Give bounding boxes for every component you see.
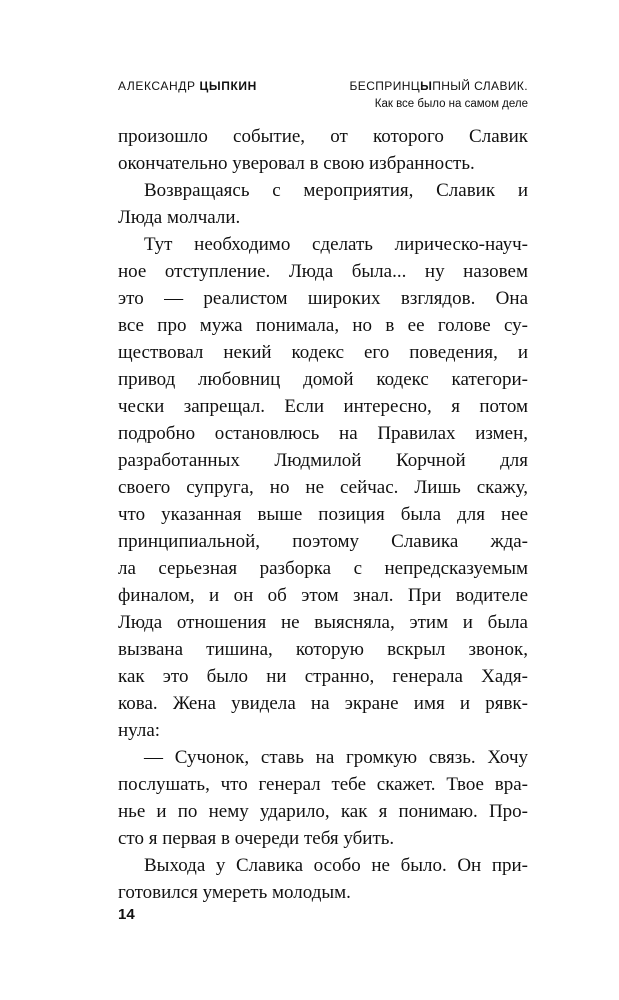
body-text xyxy=(118,123,528,906)
page-number: 14 xyxy=(118,906,135,923)
author-first-name: АЛЕКСАНДР xyxy=(118,79,200,93)
text-line: окончательно уверовал в свою избранность. xyxy=(118,153,475,174)
text-line: кова. Жена увидела на экране имя и рявк- xyxy=(118,693,528,714)
text-line: — Сучонок, ставь на громкую связь. Хочу xyxy=(144,747,528,768)
text-line: Возвращаясь с мероприятия, Славик и xyxy=(144,180,528,201)
book-title xyxy=(350,78,528,94)
text-line: это — реалистом широких взглядов. Она xyxy=(118,288,528,309)
text-line: нула: xyxy=(118,720,161,741)
text-line: привод любовниц домой кодекс категори- xyxy=(118,369,528,390)
text-line: Люда молчали. xyxy=(118,207,241,228)
text-line: своего супруга, но не сейчас. Лишь скажу, xyxy=(118,477,528,498)
book-title-part-3: ПНЫЙ СЛАВИК. xyxy=(432,79,528,93)
text-line: ное отступление. Люда была... ну назовем xyxy=(118,261,528,282)
author-last-name: ЦЫПКИН xyxy=(199,79,257,93)
text-line: как это было ни странно, генерала Хадя- xyxy=(118,666,528,687)
text-line: послушать, что генерал тебе скажет. Твое вра- xyxy=(118,774,528,795)
book-title-part-1: БЕСПРИНЦ xyxy=(349,79,421,93)
text-line: нье и по нему ударило, как я понимаю. Про- xyxy=(118,801,528,822)
running-header-title xyxy=(350,78,528,112)
running-header-author xyxy=(118,78,257,94)
text-line: чески запрещал. Если интересно, я потом xyxy=(118,396,528,417)
book-title-part-2: Ы xyxy=(420,79,433,93)
text-line: вызвана тишина, которую вскрыл звонок, xyxy=(118,639,528,660)
text-line: ла серьезная разборка с непредсказуемым xyxy=(118,558,528,579)
text-line: Люда отношения не выясняла, этим и была xyxy=(118,612,528,633)
text-line: Выхода у Славика особо не было. Он при- xyxy=(144,855,528,876)
text-line: Тут необходимо сделать лирическо-науч- xyxy=(144,234,528,255)
text-line: финалом, и он об этом знал. При водителе xyxy=(118,585,528,606)
text-line: ществовал некий кодекс его поведения, и xyxy=(118,342,528,363)
text-line: принципиальной, поэтому Славика жда- xyxy=(118,531,528,552)
book-subtitle: Как все было на самом деле xyxy=(374,98,528,110)
text-line: готовился умереть молодым. xyxy=(118,882,351,903)
text-line: сто я первая в очереди тебя убить. xyxy=(118,828,395,849)
text-line: все про мужа понимала, но в ее голове су- xyxy=(118,315,528,336)
text-line: что указанная выше позиция была для нее xyxy=(118,504,528,525)
text-line: разработанных Людмилой Корчной для xyxy=(118,450,528,471)
text-line: подробно остановлюсь на Правилах измен, xyxy=(118,423,528,444)
text-line: произошло событие, от которого Славик xyxy=(118,126,528,147)
